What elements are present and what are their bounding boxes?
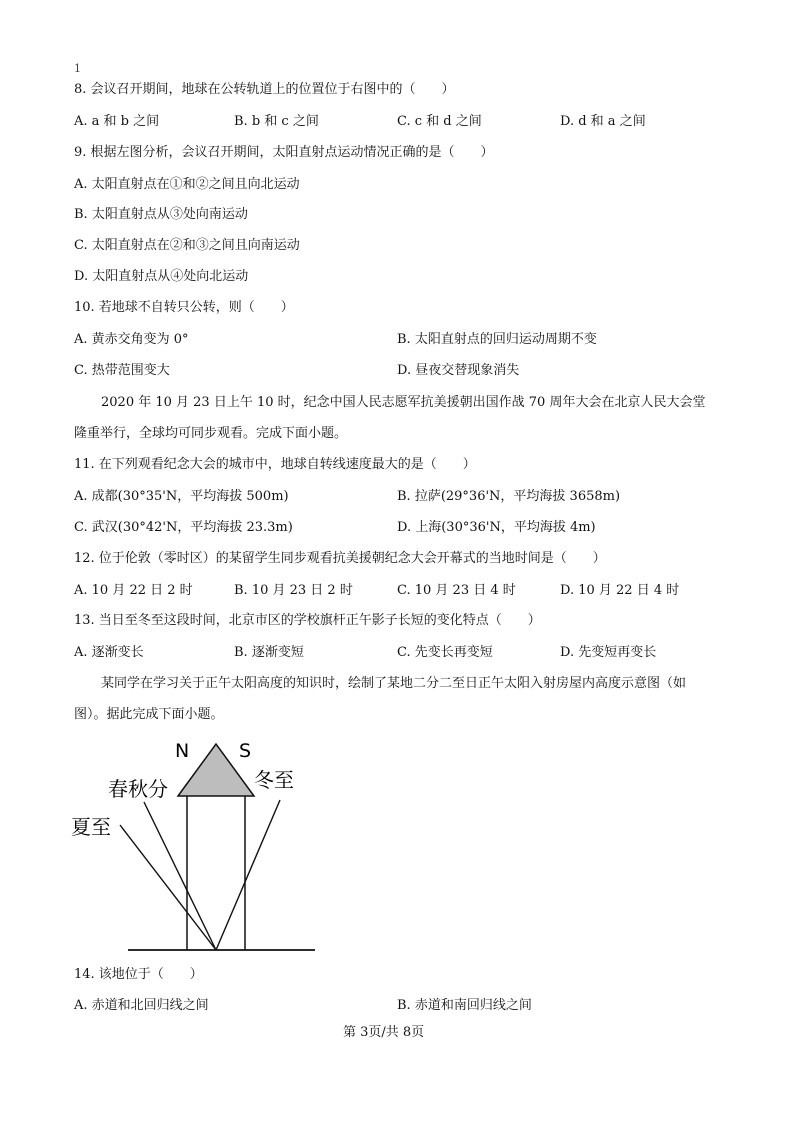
page-mark: 1 xyxy=(74,62,81,75)
question-9-option-c: C. 太阳直射点在②和③之间且向南运动 xyxy=(74,238,300,253)
question-8-option-c: C. c 和 d 之间 xyxy=(397,114,482,129)
label-equinox: 春秋分 xyxy=(108,777,168,801)
question-13-option-b: B. 逐渐变短 xyxy=(234,645,304,660)
question-10-option-d: D. 昼夜交替现象消失 xyxy=(397,363,520,378)
question-12-stem: 12. 位于伦敦（零时区）的某留学生同步观看抗美援朝纪念大会开幕式的当地时间是（ ） xyxy=(74,551,606,566)
question-8-option-a: A. a 和 b 之间 xyxy=(74,114,160,129)
question-11-option-c: C. 武汉(30°42'N，平均海拔 23.3m) xyxy=(74,520,293,535)
question-14-option-a: A. 赤道和北回归线之间 xyxy=(74,998,209,1013)
question-12-option-d: D. 10 月 22 日 4 时 xyxy=(560,583,680,598)
question-8-option-d: D. d 和 a 之间 xyxy=(560,114,646,129)
question-10-stem: 10. 若地球不自转只公转，则（ ） xyxy=(74,300,294,315)
question-8-stem: 8. 会议召开期间，地球在公转轨道上的位置位于右图中的（ ） xyxy=(74,82,455,97)
question-8-option-b: B. b 和 c 之间 xyxy=(234,114,319,129)
question-9-option-a: A. 太阳直射点在①和②之间且向北运动 xyxy=(74,177,300,192)
label-south: S xyxy=(239,740,252,762)
passage-2-line-1: 某同学在学习关于正午太阳高度的知识时，绘制了某地二分二至日正午太阳入射房屋内高度示意图（如 xyxy=(101,676,687,691)
question-11-option-b: B. 拉萨(29°36'N，平均海拔 3658m) xyxy=(397,489,621,504)
ray-equinox xyxy=(144,802,216,950)
passage-2-line-2: 图）。据此完成下面小题。 xyxy=(74,707,224,722)
question-12-option-a: A. 10 月 22 日 2 时 xyxy=(74,583,193,598)
question-10-option-a: A. 黄赤交角变为 0° xyxy=(74,332,189,347)
question-13-stem: 13. 当日至冬至这段时间，北京市区的学校旗杆正午影子长短的变化特点（ ） xyxy=(74,613,541,628)
question-14-stem: 14. 该地位于（ ） xyxy=(74,967,203,982)
question-9-option-d: D. 太阳直射点从④处向北运动 xyxy=(74,269,249,284)
question-14-option-b: B. 赤道和南回归线之间 xyxy=(397,998,532,1013)
ray-summer-solstice xyxy=(120,825,216,950)
passage-1-line-1: 2020 年 10 月 23 日上午 10 时，纪念中国人民志愿军抗美援朝出国作战 70 周年大会在北京人民大会堂 xyxy=(101,395,706,410)
question-10-option-b: B. 太阳直射点的回归运动周期不变 xyxy=(397,332,597,347)
question-9-stem: 9. 根据左图分析，会议召开期间，太阳直射点运动情况正确的是（ ） xyxy=(74,145,494,160)
label-winter-solstice: 冬至 xyxy=(254,768,294,792)
question-12-option-b: B. 10 月 23 日 2 时 xyxy=(234,583,353,598)
question-13-option-a: A. 逐渐变长 xyxy=(74,645,144,660)
question-11-stem: 11. 在下列观看纪念大会的城市中，地球自转线速度最大的是（ ） xyxy=(74,457,476,472)
label-summer-solstice: 夏至 xyxy=(71,815,111,839)
sun-angle-diagram xyxy=(60,730,330,960)
passage-1-line-2: 隆重举行，全球均可同步观看。完成下面小题。 xyxy=(74,426,348,441)
page-footer: 第 3页/共 8页 xyxy=(343,1025,425,1040)
question-13-option-c: C. 先变长再变短 xyxy=(397,645,493,660)
question-13-option-d: D. 先变短再变长 xyxy=(560,645,657,660)
question-9-option-b: B. 太阳直射点从③处向南运动 xyxy=(74,207,248,222)
question-10-option-c: C. 热带范围变大 xyxy=(74,363,170,378)
question-11-option-d: D. 上海(30°36'N，平均海拔 4m) xyxy=(397,520,596,535)
question-11-option-a: A. 成都(30°35'N，平均海拔 500m) xyxy=(74,489,289,504)
question-12-option-c: C. 10 月 23 日 4 时 xyxy=(397,583,516,598)
label-north: N xyxy=(175,740,190,762)
ray-winter-solstice xyxy=(216,800,280,950)
